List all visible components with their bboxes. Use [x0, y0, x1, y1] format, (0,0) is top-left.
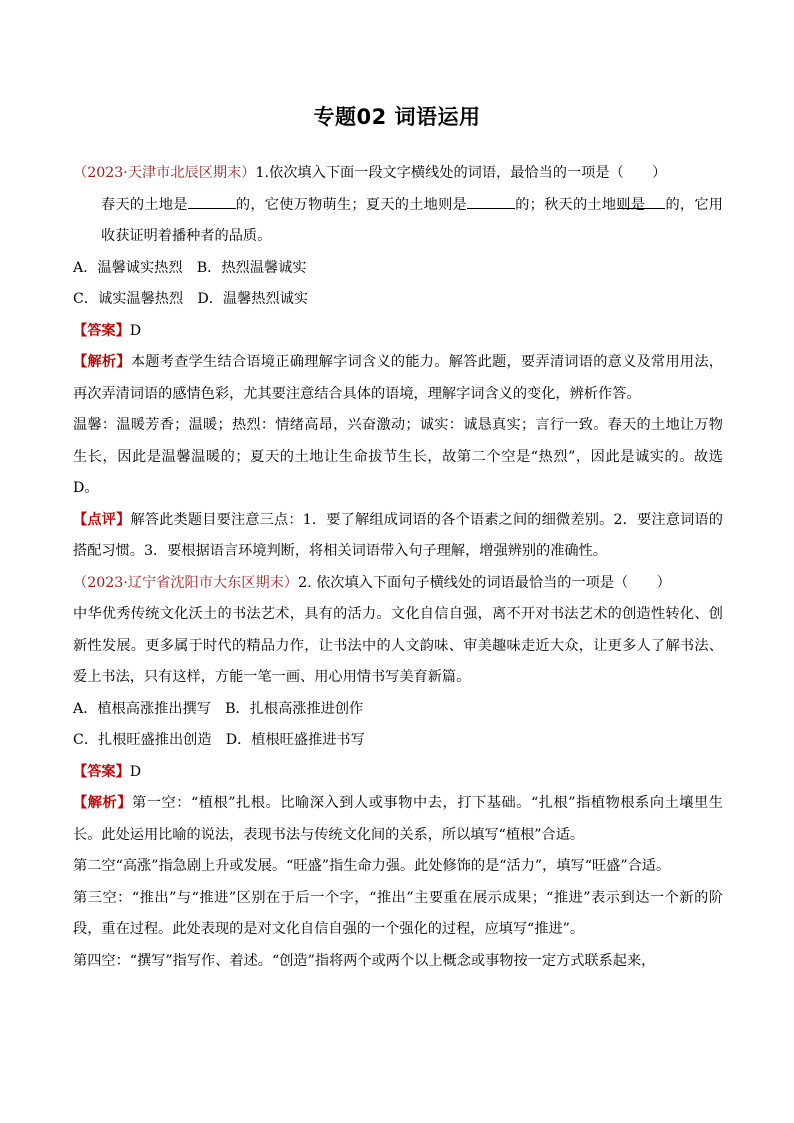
fill-blank — [617, 194, 665, 209]
q1-source: （2023·天津市北辰区期末） — [73, 165, 256, 181]
fill-blank — [188, 194, 236, 209]
q1-analysis-detail: 温馨：温暖芳香；温暖；热烈：情绪高昂，兴奋激动；诚实：诚恳真实；言行一致。春天的土地让万物生长，因此是温馨温暖的；夏天的土地让生命拔节生长，故第二个空是“热烈”，因此是诚实的。故选D。 — [73, 417, 723, 496]
q1-option-line: A．温馨诚实热烈 B．热烈温馨诚实 — [73, 259, 307, 276]
q1-header — [73, 158, 723, 190]
comment-tag: 【点评】 — [73, 511, 131, 528]
q1-passage-part: 春天的土地是 — [101, 196, 188, 213]
fill-blank — [467, 194, 515, 209]
q2-option-line: A．植根高涨推出撰写 B．扎根高涨推进创作 — [73, 700, 364, 717]
answer-tag: 【答案】 — [73, 322, 130, 339]
q2-analysis-detail: 第三空：“推出”与“推进”区别在于后一个字，“推出”主要重在展示成果；“推进”表示到达一个新的阶段，重在过程。此处表现的是对文化自信自强的一个强化的过程，应填写“推进”。 — [73, 889, 723, 937]
comment-text: 解答此类题目要注意三点：1．要了解组成词语的各个语素之间的细微差别。2．要注意词语的搭配习惯。3．要根据语言环境判断，将相关词语带入句子理解，增强辨别的准确性。 — [73, 511, 723, 559]
q2-header — [73, 568, 723, 600]
q1-stem: 1.依次填入下面一段文字横线处的词语，最恰当的一项是（ ） — [255, 165, 667, 181]
document-body — [73, 158, 723, 977]
page-title: 专题02 词语运用 — [313, 105, 481, 129]
q2-passage: 中华优秀传统文化沃土的书法艺术，具有的活力。文化自信自强，离不开对书法艺术的创造性转化、创新性发展。更多属于时代的精品力作，让书法中的人文韵味、审美趣味走近大众，让更多人了解书法、爱上书法，只有这样，方能一笔一画、用心用情书写美育新篇。 — [73, 606, 723, 685]
q2-analysis-detail: 第二空“高涨”指急剧上升或发展。“旺盛”指生命力强。此处修饰的是“活力”，填写“旺盛”合适。 — [73, 858, 671, 874]
q2-analysis — [73, 788, 723, 851]
analysis-text: 第一空：“植根”扎根。比喻深入到人或事物中去，打下基础。“扎根”指植物根系向土壤里生长。此处运用比喻的说法，表现书法与传统文化间的关系，所以填写“植根”合适。 — [73, 795, 723, 843]
q2-source: （2023·辽宁省沈阳市大东区期末） — [73, 574, 299, 591]
q2-analysis-detail: 第四空：“撰写”指写作、着述。“创造”指将两个或两个以上概念或事物按一定方式联系起来， — [73, 952, 656, 969]
analysis-tag: 【解析】 — [73, 795, 132, 811]
answer-tag: 【答案】 — [73, 763, 130, 780]
q1-passage-part: 的；秋天的土地则是 — [514, 196, 646, 213]
analysis-text: 本题考查学生结合语境正确理解字词含义的能力。解答此题，要弄清词语的意义及常用用法，再次弄清词语的感情色彩，尤其要注意结合具体的语境，理解字词含义的变化，辨析作答。 — [73, 354, 723, 402]
q1-answer — [73, 316, 723, 348]
q2-stem: 2. 依次填入下面句子横线处的词语最恰当的一项是（ ） — [298, 574, 671, 591]
q1-passage-part: 的，它用收获证明着播种者的品质。 — [101, 196, 723, 244]
q2-answer — [73, 757, 723, 789]
analysis-tag: 【解析】 — [73, 354, 131, 370]
answer-value: D — [129, 763, 142, 780]
q1-passage — [73, 190, 723, 253]
q1-passage-part: 的，它使万物萌生；夏天的土地则是 — [235, 196, 467, 213]
q2-option-line: C．扎根旺盛推出创造 D．植根旺盛推进书写 — [73, 732, 365, 748]
q1-analysis — [73, 347, 723, 410]
q1-option-line: C．诚实温馨热烈 D．温馨热烈诚实 — [73, 291, 309, 307]
q1-comment — [73, 505, 723, 568]
answer-value: D — [129, 322, 142, 339]
